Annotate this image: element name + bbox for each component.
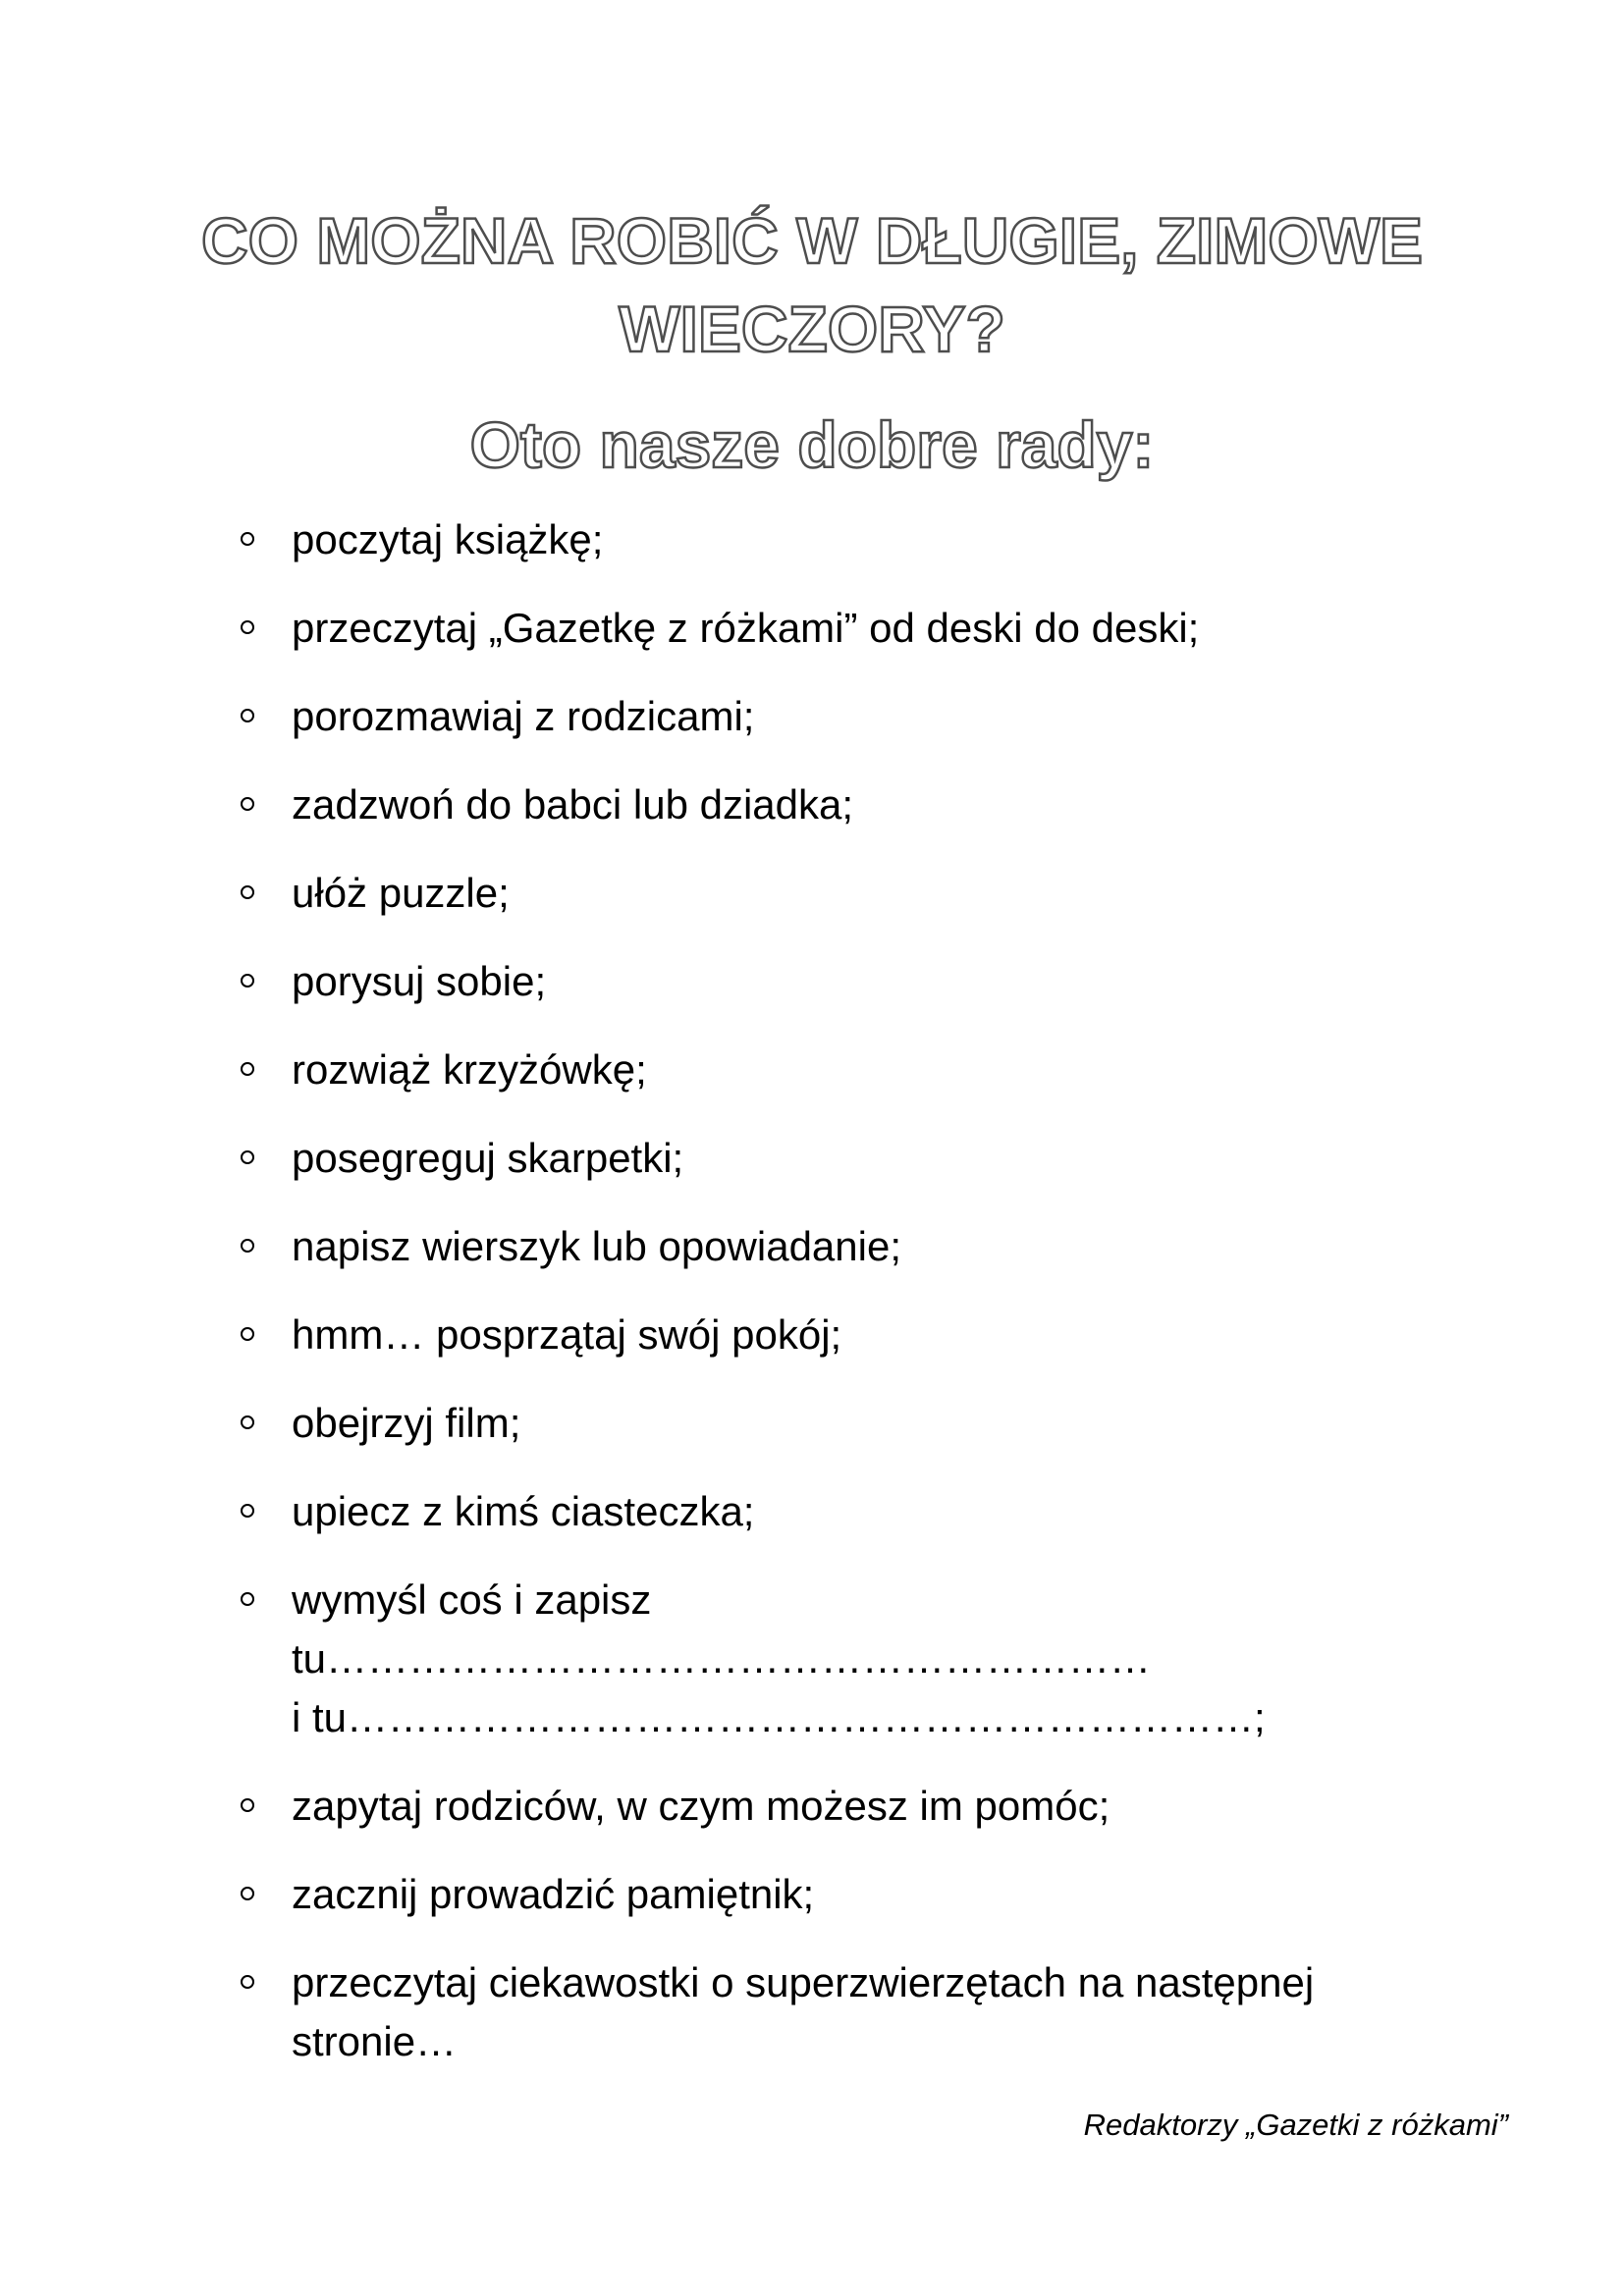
list-item <box>241 1217 1448 1276</box>
list-item-text: poczytaj książkę; <box>292 516 604 562</box>
circle-bullet-icon <box>241 1062 254 1076</box>
circle-bullet-icon <box>241 532 254 546</box>
circle-bullet-icon <box>241 797 254 811</box>
list-item <box>241 1571 1448 1747</box>
list-item-text: porysuj sobie; <box>292 958 547 1004</box>
tips-list <box>241 510 1448 2101</box>
list-item <box>241 775 1448 834</box>
list-item <box>241 1394 1448 1453</box>
list-item <box>241 599 1448 658</box>
circle-bullet-icon <box>241 1415 254 1429</box>
list-item-text: porozmawiaj z rodzicami; <box>292 693 755 739</box>
editors-signature: Redaktorzy „Gazetki z różkami” <box>1083 2108 1508 2142</box>
list-item-text: ułóż puzzle; <box>292 870 510 916</box>
circle-bullet-icon <box>241 1975 254 1989</box>
list-item <box>241 510 1448 569</box>
list-item-text: przeczytaj ciekawostki o superzwierzętach na następnej stronie… <box>292 1959 1315 2064</box>
list-item <box>241 1777 1448 1836</box>
list-item-text: rozwiąż krzyżówkę; <box>292 1046 647 1093</box>
circle-bullet-icon <box>241 974 254 988</box>
list-item-text: wymyśl coś i zapisz tu…………………………………………………… i tu…………………………………………………………; <box>292 1576 1266 1740</box>
page-title-line-2: WIECZORY? <box>619 293 1005 365</box>
circle-bullet-icon <box>241 1239 254 1253</box>
list-item-text: hmm… posprzątaj swój pokój; <box>292 1311 842 1358</box>
page-subtitle: Oto nasze dobre rady: <box>469 408 1155 481</box>
circle-bullet-icon <box>241 1592 254 1606</box>
page-title-line-1: CO MOŻNA ROBIĆ W DŁUGIE, ZIMOWE <box>200 204 1424 277</box>
list-item-text: przeczytaj „Gazetkę z różkami” od deski do deski; <box>292 605 1200 651</box>
list-item-text: zapytaj rodziców, w czym możesz im pomóc; <box>292 1783 1110 1829</box>
list-item-text: obejrzyj film; <box>292 1400 521 1446</box>
list-item <box>241 1041 1448 1099</box>
list-item <box>241 1482 1448 1541</box>
list-item-text: zadzwoń do babci lub dziadka; <box>292 781 854 828</box>
circle-bullet-icon <box>241 620 254 634</box>
circle-bullet-icon <box>241 1504 254 1518</box>
list-item <box>241 1865 1448 1924</box>
list-item <box>241 1129 1448 1188</box>
list-item <box>241 864 1448 923</box>
circle-bullet-icon <box>241 885 254 899</box>
circle-bullet-icon <box>241 1327 254 1341</box>
list-item <box>241 687 1448 746</box>
circle-bullet-icon <box>241 1798 254 1812</box>
circle-bullet-icon <box>241 709 254 722</box>
list-item-text: napisz wierszyk lub opowiadanie; <box>292 1223 901 1269</box>
list-item-text: zacznij prowadzić pamiętnik; <box>292 1871 815 1917</box>
circle-bullet-icon <box>241 1150 254 1164</box>
list-item-text: posegreguj skarpetki; <box>292 1135 684 1181</box>
circle-bullet-icon <box>241 1887 254 1900</box>
list-item <box>241 1953 1448 2071</box>
list-item-text: upiecz z kimś ciasteczka; <box>292 1488 755 1534</box>
list-item <box>241 1306 1448 1364</box>
list-item <box>241 952 1448 1011</box>
